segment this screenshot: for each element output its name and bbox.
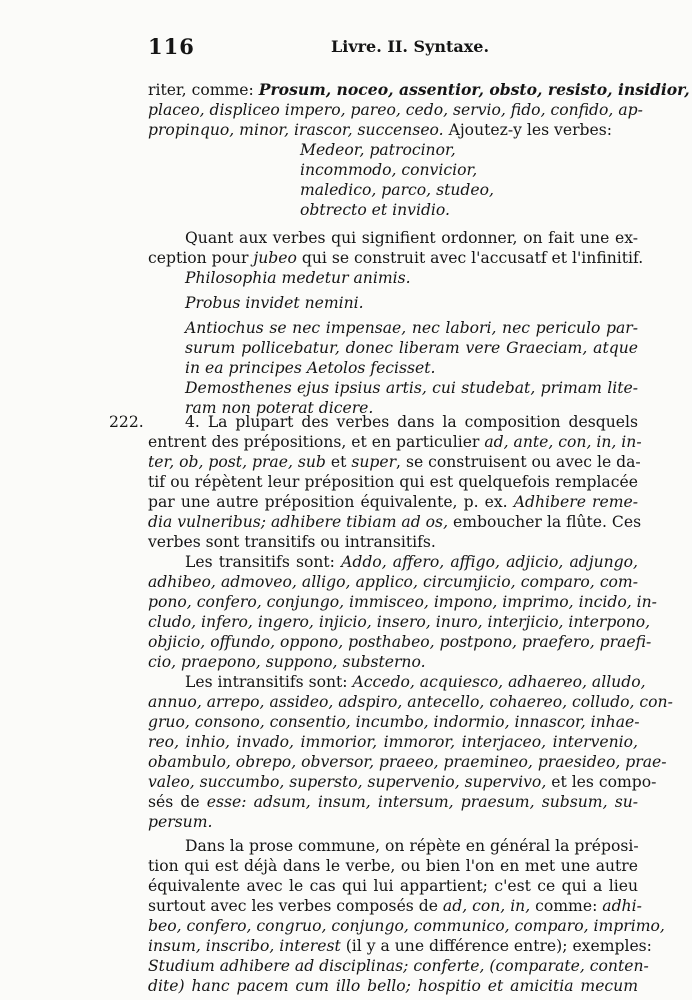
italic-run: propinquo, minor, irascor, succenseo. bbox=[148, 121, 444, 139]
text-line bbox=[148, 876, 638, 896]
text-run: riter, comme: bbox=[148, 81, 259, 99]
text-line bbox=[148, 812, 638, 832]
italic-run: Prosum, noceo, assentior, obsto, resisto, insidior, bbox=[258, 80, 690, 99]
text-line bbox=[148, 452, 641, 472]
italic-run: ter, ob, post, prae, sub bbox=[148, 453, 326, 471]
text-run: (il y a une différence entre); exemples: bbox=[340, 937, 652, 955]
page-header bbox=[148, 34, 648, 62]
text-line bbox=[185, 836, 638, 856]
italic-run: incommodo, convicior, bbox=[300, 161, 478, 179]
text-run: surtout avec les verbes composés de bbox=[148, 897, 443, 915]
text-run: Quant aux verbes qui signifient ordonner, on fait une ex- bbox=[185, 229, 638, 247]
text-line bbox=[148, 632, 652, 652]
text-line bbox=[148, 432, 642, 452]
italic-run: Antiochus se nec impensae, nec labori, nec periculo par- bbox=[185, 319, 638, 337]
text-run: qui se construit avec l'accusatf et l'infinitif. bbox=[296, 249, 644, 267]
italic-run: ram non poterat dicere. bbox=[185, 399, 374, 417]
text-line bbox=[300, 180, 520, 200]
text-line bbox=[148, 916, 665, 936]
text-line bbox=[185, 378, 638, 398]
text-run: entrent des prépositions, et en particulier bbox=[148, 433, 485, 451]
text-run: par une autre préposition équivalente, p. ex. bbox=[148, 493, 514, 511]
text-line bbox=[148, 712, 638, 732]
text-line bbox=[148, 956, 649, 976]
italic-run: Studium adhibere ad disciplinas; conferte, (comparate, conten- bbox=[148, 957, 649, 975]
italic-run: in ea principes Aetolos fecisset. bbox=[185, 359, 436, 377]
text-line bbox=[300, 160, 520, 180]
text-line bbox=[148, 752, 667, 772]
text-line bbox=[148, 792, 638, 812]
text-line bbox=[148, 856, 638, 876]
text-run: verbes sont transitifs ou intransitifs. bbox=[148, 533, 436, 551]
section-number: 222. bbox=[109, 413, 144, 431]
text-line bbox=[148, 592, 657, 612]
text-run: équivalente avec le cas qui lui appartient; c'est ce qui a lieu bbox=[148, 877, 638, 895]
italic-run: insum, inscribo, interest bbox=[148, 937, 341, 955]
italic-run: esse: adsum, insum, intersum, praesum, subsum, su- bbox=[206, 793, 639, 811]
text-line bbox=[148, 976, 638, 996]
italic-run: dia vulneribus; adhibere tibiam ad os, bbox=[148, 513, 449, 531]
page-number: 116 bbox=[148, 34, 195, 59]
text-line bbox=[185, 338, 638, 358]
italic-run: adhi- bbox=[602, 897, 642, 915]
italic-run: maledico, parco, studeo, bbox=[300, 181, 494, 199]
text-line bbox=[185, 268, 638, 288]
italic-run: Addo, affero, affigo, adjicio, adjungo, bbox=[341, 553, 638, 571]
italic-run: Accedo, acquiesco, adhaereo, alludo, bbox=[352, 673, 646, 691]
italic-run: adhibeo, admoveo, alligo, applico, circumjicio, comparo, com- bbox=[148, 573, 638, 591]
text-run: Les transitifs sont: bbox=[185, 553, 342, 571]
text-line bbox=[148, 80, 690, 100]
text-line bbox=[148, 612, 651, 632]
text-line bbox=[185, 293, 638, 313]
text-run: Ajoutez-y les verbes: bbox=[443, 121, 612, 139]
text-run: sés de bbox=[148, 793, 207, 811]
italic-run: persum. bbox=[148, 813, 213, 831]
italic-run: gruo, consono, consentio, incumbo, indormio, innascor, inhae- bbox=[148, 713, 640, 731]
italic-run: Demosthenes ejus ipsius artis, cui studebat, primam lite- bbox=[185, 379, 638, 397]
italic-run: surum pollicebatur, donec liberam vere Graeciam, atque bbox=[185, 339, 638, 357]
text-line bbox=[148, 572, 638, 592]
text-line bbox=[148, 936, 652, 956]
text-run: , se construisent ou avec le da- bbox=[396, 453, 641, 471]
italic-run: super bbox=[351, 453, 397, 471]
text-line bbox=[185, 318, 638, 338]
italic-run: obambulo, obrepo, obversor, praeeo, praemineo, praesideo, prae- bbox=[148, 753, 667, 771]
text-run: emboucher la flûte. Ces bbox=[448, 513, 642, 531]
italic-run: reo, inhio, invado, immorior, immoror, interjaceo, intervenio, bbox=[148, 733, 638, 751]
text-run: tif ou répètent leur préposition qui est quelquefois remplacée bbox=[148, 473, 638, 491]
text-line bbox=[148, 512, 642, 532]
italic-run: ad, con, in, bbox=[442, 897, 531, 915]
text-run: Dans la prose commune, on répète en général la préposi- bbox=[185, 837, 639, 855]
text-line bbox=[185, 412, 638, 432]
italic-run: Adhibere reme- bbox=[513, 493, 638, 511]
italic-run: cludo, infero, ingero, injicio, insero, inuro, interjicio, interpono, bbox=[148, 613, 651, 631]
text-line bbox=[185, 228, 638, 248]
text-line bbox=[148, 472, 638, 492]
italic-run: objicio, offundo, oppono, posthabeo, postpono, praefero, praefi- bbox=[148, 633, 652, 651]
italic-run: dite) hanc pacem cum illo bello; hospitio et amicitia mecum bbox=[148, 977, 638, 995]
text-line bbox=[148, 652, 638, 672]
text-line bbox=[148, 692, 673, 712]
text-run: ception pour bbox=[148, 249, 254, 267]
italic-run: Philosophia medetur animis. bbox=[185, 269, 411, 287]
italic-run: valeo, succumbo, supersto, supervenio, supervivo, bbox=[148, 773, 547, 791]
text-line bbox=[300, 140, 520, 160]
text-run: et bbox=[325, 453, 352, 471]
text-line bbox=[185, 672, 646, 692]
text-line bbox=[148, 896, 642, 916]
italic-run: obtrecto et invidio. bbox=[300, 201, 450, 219]
running-title: Livre. II. Syntaxe. bbox=[331, 37, 490, 56]
italic-run: annuo, arrepo, assideo, adspiro, antecello, cohaereo, colludo, con- bbox=[148, 693, 673, 711]
text-line bbox=[148, 120, 638, 140]
italic-run: Probus invidet nemini. bbox=[185, 294, 364, 312]
text-line bbox=[148, 248, 644, 268]
text-run: tion qui est déjà dans le verbe, ou bien l'on en met une autre bbox=[148, 857, 638, 875]
text-line bbox=[148, 100, 643, 120]
text-run: et les compo- bbox=[546, 773, 657, 791]
text-line bbox=[185, 552, 638, 572]
text-run: comme: bbox=[530, 897, 603, 915]
text-run: 4. La plupart des verbes dans la composition desquels bbox=[185, 413, 638, 431]
text-run: Les intransitifs sont: bbox=[185, 673, 353, 691]
italic-run: beo, confero, congruo, conjungo, communico, comparo, imprimo, bbox=[148, 917, 665, 935]
italic-run: Medeor, patrocinor, bbox=[300, 141, 456, 159]
italic-run: jubeo bbox=[253, 249, 297, 267]
italic-run: pono, confero, conjungo, immisceo, impono, imprimo, incido, in- bbox=[148, 593, 657, 611]
italic-run: ad, ante, con, in, in- bbox=[484, 433, 642, 451]
italic-run: cio, praepono, suppono, substerno. bbox=[148, 653, 426, 671]
italic-run: placeo, displiceo impero, pareo, cedo, servio, fido, confido, ap- bbox=[148, 101, 643, 119]
text-line bbox=[300, 200, 520, 220]
text-line bbox=[148, 492, 638, 512]
text-line bbox=[148, 772, 657, 792]
text-line bbox=[148, 732, 638, 752]
text-line bbox=[185, 358, 638, 378]
text-line bbox=[148, 532, 638, 552]
